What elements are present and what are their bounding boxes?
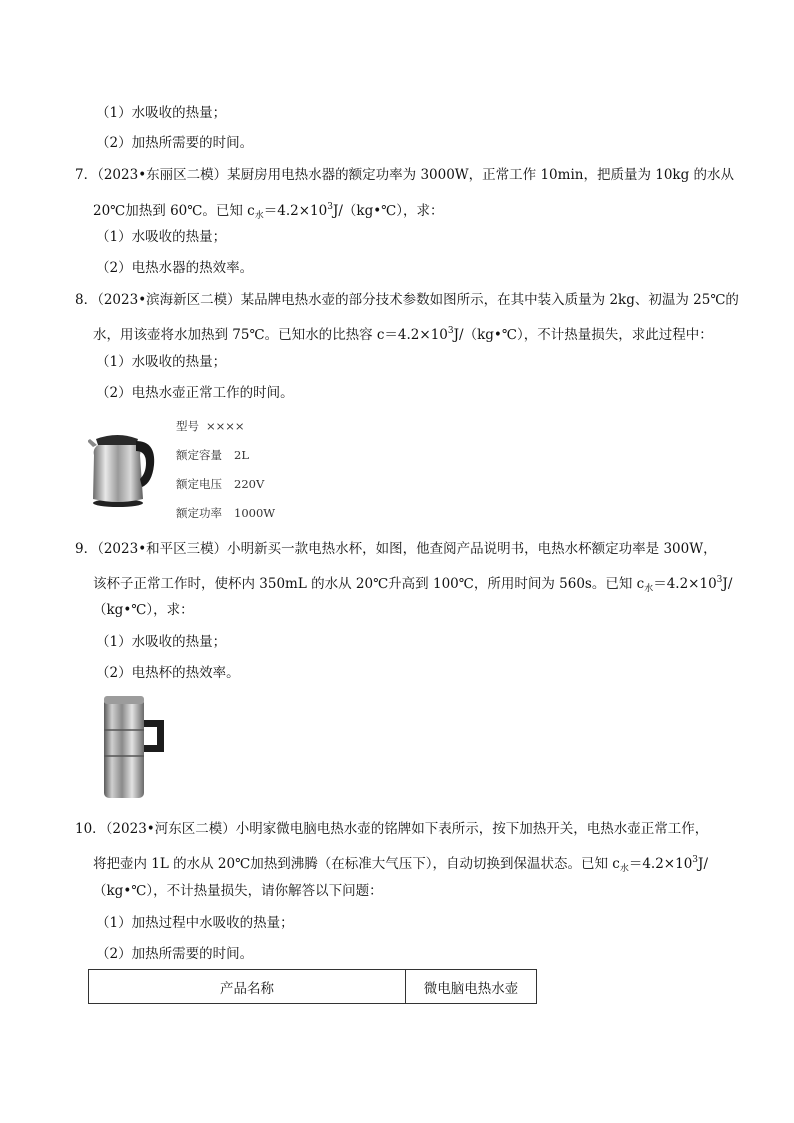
table-cell-product-name-label: 产品名称 bbox=[89, 970, 406, 1004]
q10-sub2: （2）加热所需要的时间。 bbox=[96, 946, 254, 962]
q8-line1: 8．（2023•滨海新区二模）某品牌电热水壶的部分技术参数如图所示，在其中装入质量为 2kg、初温为 25℃的 bbox=[75, 292, 739, 308]
q8-sub1: （1）水吸收的热量； bbox=[96, 354, 227, 370]
q9-sub2: （2）电热杯的热效率。 bbox=[96, 665, 240, 681]
q9-sub1: （1）水吸收的热量； bbox=[96, 634, 227, 650]
q10-line2: 将把壶内 1L 的水从 20℃加热到沸腾（在标准大气压下），自动切换到保温状态。已知 $c_水=4.2\times 10^3J/$ bbox=[93, 855, 708, 874]
q9-line3: （kg•℃），求： bbox=[93, 602, 194, 618]
spec-model: 型号 ×××× bbox=[176, 419, 245, 433]
q7-sub2: （2）电热水器的热效率。 bbox=[96, 260, 254, 276]
spec-voltage: 额定电压 220V bbox=[176, 477, 265, 491]
q7-line2: 20℃加热到 60℃。已知 $c_水=4.2\times 10^3J/(kg•℃)$，求： bbox=[93, 202, 444, 221]
electric-cup-image bbox=[98, 692, 173, 804]
q7-sub1: （1）水吸收的热量； bbox=[96, 229, 227, 245]
q10-line3: （kg•℃），不计热量损失，请你解答以下问题： bbox=[93, 883, 383, 899]
spec-capacity: 额定容量 2L bbox=[176, 448, 249, 462]
q8-line2: 水，用该壶将水加热到 75℃。已知水的比热容 $c=4.2\times 10^3J/(kg•℃)$，不计热量损失，求此过程中： bbox=[93, 326, 713, 343]
table-cell-product-name-value: 微电脑电热水壶 bbox=[406, 970, 537, 1004]
q8-sub2: （2）电热水壶正常工作的时间。 bbox=[96, 385, 294, 401]
spec-power: 额定功率 1000W bbox=[176, 506, 276, 520]
q10-sub1: （1）加热过程中水吸收的热量； bbox=[96, 915, 294, 931]
nameplate-table bbox=[88, 969, 537, 1004]
q6-sub2: （2）加热所需要的时间。 bbox=[96, 135, 254, 151]
table-row bbox=[89, 970, 537, 1004]
q6-sub1: （1）水吸收的热量； bbox=[96, 105, 227, 121]
q9-line2: 该杯子正常工作时，使杯内 350mL 的水从 20℃升高到 100℃，所用时间为 560s。已知 $c_水=4.2\times 10^3J/$ bbox=[93, 575, 733, 594]
q7-line1: 7．（2023•东丽区二模）某厨房用电热水器的额定功率为 3000W，正常工作 10min，把质量为 10kg 的水从 bbox=[75, 167, 735, 183]
q10-line1: 10．（2023•河东区二模）小明家微电脑电热水壶的铭牌如下表所示，按下加热开关，电热水壶正常工作， bbox=[75, 821, 709, 837]
q9-line1: 9．（2023•和平区三模）小明新买一款电热水杯，如图，他查阅产品说明书，电热水杯额定功率是 300W， bbox=[75, 541, 717, 557]
electric-kettle-image bbox=[88, 425, 158, 509]
